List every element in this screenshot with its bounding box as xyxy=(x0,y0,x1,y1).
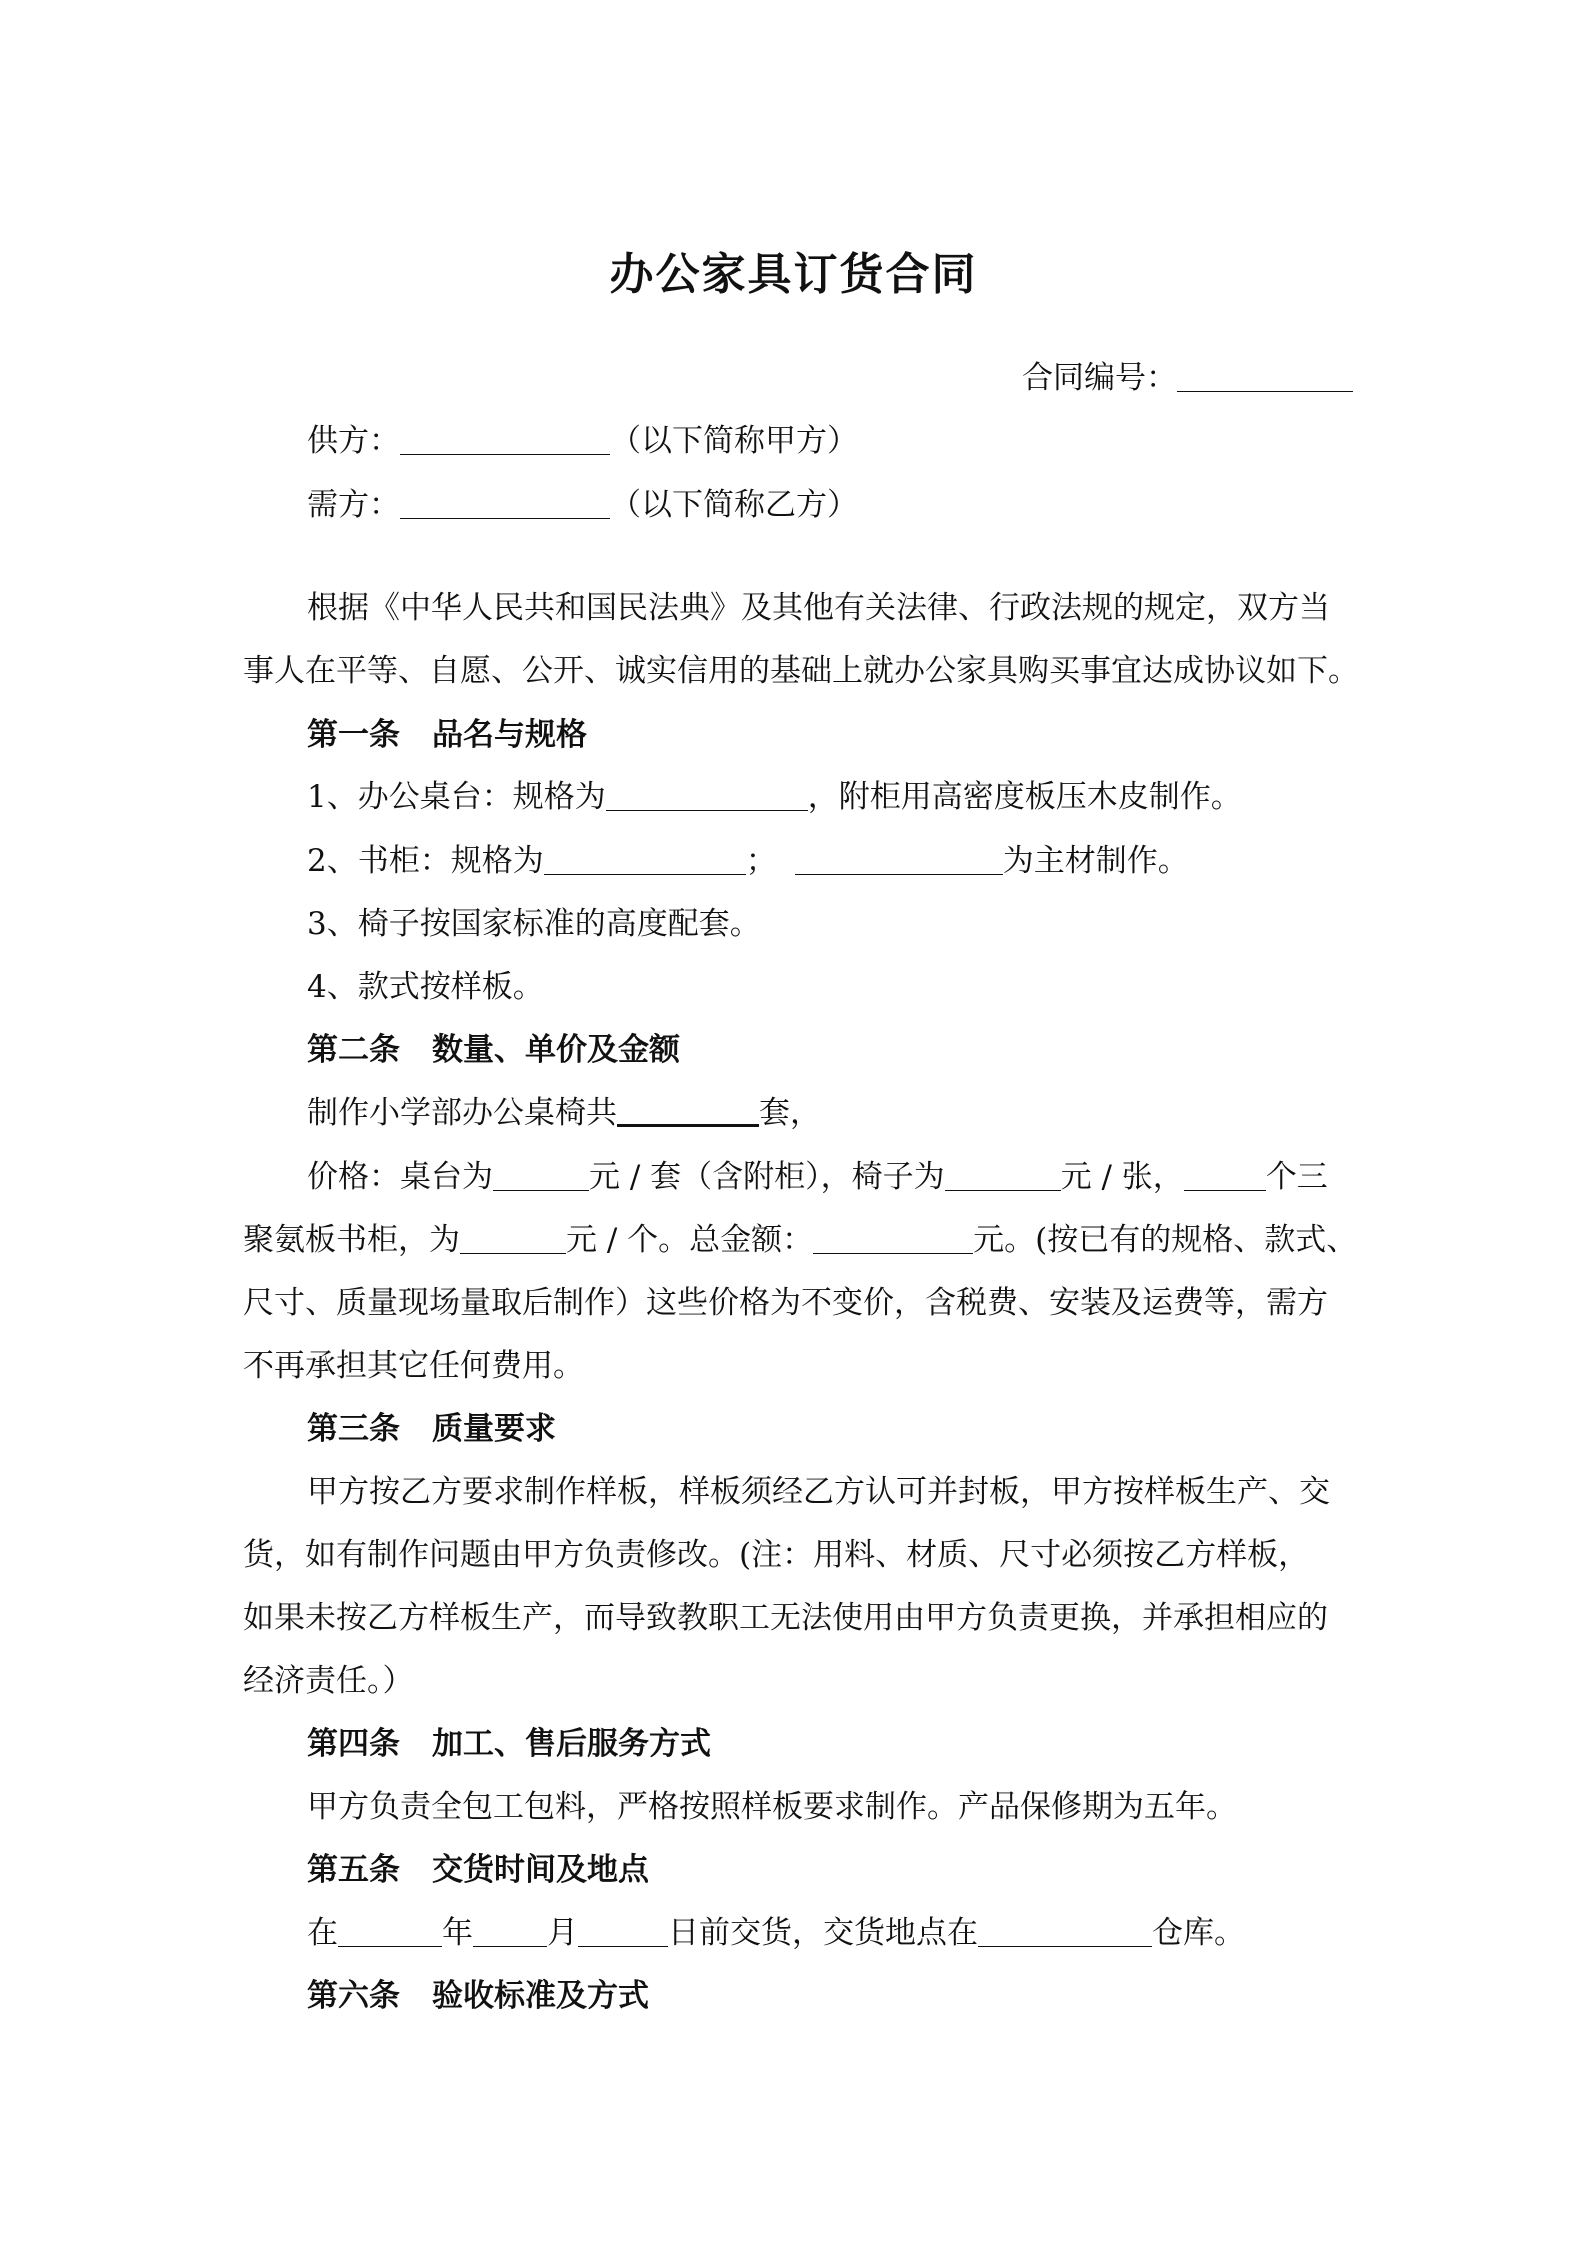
supplier-name-blank[interactable] xyxy=(400,424,610,455)
article-title: 品名与规格 xyxy=(432,717,587,753)
article-5-heading xyxy=(307,1850,1353,1890)
item-text: ，附柜用高密度板压木皮制作。 xyxy=(807,779,1242,815)
article-3-line-2: 货，如有制作问题由甲方负责修改。(注：用料、材质、尺寸必须按乙方样板， xyxy=(243,1537,1310,1573)
item-text: 聚氨板书柜，为 xyxy=(243,1222,460,1258)
article-number: 第四条 xyxy=(307,1726,400,1762)
article-number: 第六条 xyxy=(307,1978,400,2014)
article-2-price-line-2 xyxy=(243,1220,1358,1260)
item-text: 制作小学部办公桌椅共 xyxy=(307,1095,617,1131)
article-number: 第三条 xyxy=(307,1411,400,1447)
article-2-price-line-1 xyxy=(307,1157,1353,1197)
cabinet-count-blank[interactable] xyxy=(1184,1160,1266,1191)
buyer-name-blank[interactable] xyxy=(400,488,610,519)
item-text: 日前交货，交货地点在 xyxy=(668,1915,978,1951)
supplier-label: 供方： xyxy=(307,423,400,459)
article-number: 第一条 xyxy=(307,717,400,753)
delivery-day-blank[interactable] xyxy=(578,1916,668,1947)
article-4-line: 甲方负责全包工包料，严格按照样板要求制作。产品保修期为五年。 xyxy=(307,1789,1237,1825)
cabinet-material-blank[interactable] xyxy=(795,844,1003,875)
desk-price-blank[interactable] xyxy=(493,1160,589,1191)
item-text: 元。(按已有的规格、款式、 xyxy=(973,1222,1358,1258)
article-number: 第二条 xyxy=(307,1032,400,1068)
article-title: 数量、单价及金额 xyxy=(432,1032,680,1068)
supplier-note: （以下简称甲方） xyxy=(610,423,858,459)
supplier-line xyxy=(307,421,1353,461)
item-text: 价格：桌台为 xyxy=(307,1159,493,1195)
item-text: 2、书柜：规格为 xyxy=(307,843,544,879)
chair-price-blank[interactable] xyxy=(945,1160,1061,1191)
article-1-item-1 xyxy=(307,777,1353,817)
item-text: 元 / 张， xyxy=(1060,1159,1184,1195)
item-text: 为主材制作。 xyxy=(1002,843,1189,879)
total-amount-blank[interactable] xyxy=(813,1223,973,1254)
contract-number-blank[interactable] xyxy=(1177,361,1353,392)
item-text: 个三 xyxy=(1265,1159,1328,1195)
contract-number-line xyxy=(243,358,1353,398)
item-text: 1、办公桌台：规格为 xyxy=(307,779,606,815)
item-text: 套， xyxy=(759,1095,821,1131)
article-1-heading xyxy=(307,715,1353,755)
intro-line-1: 根据《中华人民共和国民法典》及其他有关法律、行政法规的规定，双方当 xyxy=(307,590,1330,626)
item-text: 年 xyxy=(442,1915,473,1951)
article-1-item-4: 4、款式按样板。 xyxy=(307,969,544,1005)
delivery-year-blank[interactable] xyxy=(338,1916,442,1947)
cabinet-spec-blank[interactable] xyxy=(544,844,746,875)
item-text: 月 xyxy=(547,1915,578,1951)
article-title: 加工、售后服务方式 xyxy=(432,1726,711,1762)
article-3-line-1: 甲方按乙方要求制作样板，样板须经乙方认可并封板，甲方按样板生产、交 xyxy=(307,1474,1330,1510)
article-title: 质量要求 xyxy=(432,1411,556,1447)
article-number: 第五条 xyxy=(307,1852,400,1888)
intro-line-2: 事人在平等、自愿、公开、诚实信用的基础上就办公家具购买事宜达成协议如下。 xyxy=(243,653,1359,689)
article-1-item-2 xyxy=(307,841,1353,881)
item-text: 在 xyxy=(307,1915,338,1951)
article-4-heading xyxy=(307,1724,1353,1764)
article-title: 交货时间及地点 xyxy=(432,1852,649,1888)
delivery-month-blank[interactable] xyxy=(473,1916,547,1947)
article-3-heading xyxy=(307,1409,1353,1449)
article-3-line-3: 如果未按乙方样板生产，而导致教职工无法使用由甲方负责更换，并承担相应的 xyxy=(243,1600,1328,1636)
page-title: 办公家具订货合同 xyxy=(609,249,978,300)
article-2-price-line-4: 不再承担其它任何费用。 xyxy=(243,1348,584,1384)
article-2-price-line-3: 尺寸、质量现场量取后制作）这些价格为不变价，含税费、安装及运费等，需方 xyxy=(243,1285,1328,1321)
quantity-blank[interactable] xyxy=(617,1094,759,1127)
buyer-line xyxy=(307,485,1353,525)
buyer-label: 需方： xyxy=(307,487,400,523)
item-text: 元 / 个。总金额： xyxy=(566,1222,814,1258)
article-2-heading xyxy=(307,1030,1353,1070)
item-text: 元 / 套（含附柜），椅子为 xyxy=(589,1159,945,1195)
article-2-quantity xyxy=(307,1093,1353,1133)
item-text: ； xyxy=(745,843,777,879)
contract-number-label: 合同编号： xyxy=(1022,360,1177,396)
article-3-line-4: 经济责任。） xyxy=(243,1663,414,1699)
article-1-item-3: 3、椅子按国家标准的高度配套。 xyxy=(307,906,761,942)
article-6-heading xyxy=(307,1976,1353,2016)
article-title: 验收标准及方式 xyxy=(432,1978,649,2014)
cabinet-price-blank[interactable] xyxy=(460,1223,566,1254)
buyer-note: （以下简称乙方） xyxy=(610,487,858,523)
delivery-place-blank[interactable] xyxy=(978,1916,1152,1947)
item-text: 仓库。 xyxy=(1152,1915,1245,1951)
desk-spec-blank[interactable] xyxy=(606,780,808,811)
article-5-delivery-line xyxy=(307,1913,1353,1953)
